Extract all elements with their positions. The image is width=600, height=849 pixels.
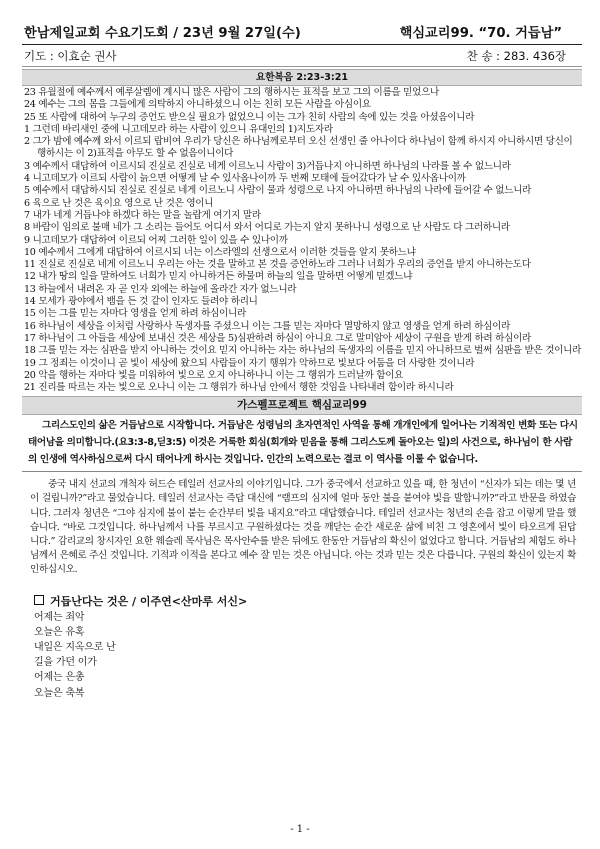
verse-text: 예수께서 대답하시되 진실로 진실로 네게 이르노니 사람이 물과 성령으로 나지 아니하면 하나님의 나라에 들어갈 수 없느니라 [32, 185, 532, 197]
verse-number: 20 [24, 369, 36, 381]
verse-number: 2 [24, 136, 30, 148]
verse-number: 17 [24, 332, 36, 344]
verse-text: 니고데모가 대답하여 이르되 어찌 그러한 일이 있을 수 있나이까 [32, 234, 288, 246]
verse-number: 6 [24, 197, 30, 209]
verse-text: 악을 행하는 자마다 빛을 미워하여 빛으로 오지 아니하나니 이는 그 행위가 드러날까 함이요 [38, 369, 404, 381]
verse-number: 15 [24, 308, 36, 320]
verse-number: 4 [24, 173, 30, 185]
scripture-verse [23, 161, 582, 173]
verse-text: 그를 믿는 자는 심판을 받지 아니하는 것이요 믿지 아니하는 자는 하나님의 독생자의 이름을 믿지 아니하므로 벌써 심판을 받은 것이니라 [38, 345, 582, 357]
poem-title [22, 594, 582, 609]
scripture-verse [23, 124, 582, 136]
verse-number: 21 [24, 382, 36, 394]
scripture-verse [23, 370, 582, 382]
scripture-verse [23, 345, 582, 357]
doctrine-summary: 그리스도인의 삶은 거듭남으로 시작합니다. 거듭남은 성령님의 초자연적인 사역을 통해 개개인에게 일어나는 기적적인 변화 또는 다시 태어남을 의미합니다.(요3:3-8,딛3:5) 이것은 거룩한 회심(회개와 믿음을 통해 그리스도께 돌아오는 일)의 사건으로, 하나님이 한 사람의 인생에 역사하심으로써 다시 태어나게 하시는 것입니다. 인간의 노력으로는 결코 이 역사를 이룰 수 없습니다. [22, 415, 582, 472]
page-number: - 1 - [290, 824, 310, 835]
verse-number: 10 [24, 246, 36, 258]
verse-text: 예수께서 대답하여 이르시되 진실로 진실로 네게 이르노니 사람이 3)거듭나지 아니하면 하나님의 나라를 볼 수 없느니라 [32, 160, 511, 172]
square-bullet-icon [34, 595, 44, 605]
scripture-verse [23, 321, 582, 333]
doctrine-topic: 핵심교리99. “70. 거듭남” [399, 26, 562, 41]
scripture-verse [23, 222, 582, 234]
verse-text: 예수는 그의 몸을 그들에게 의탁하지 아니하셨으니 이는 친히 모든 사람을 아심이요 [38, 99, 371, 111]
verse-text: 또 사람에 대하여 누구의 증언도 받으실 필요가 없었으니 이는 그가 친히 사람의 속에 있는 것을 아셨음이니라 [38, 111, 475, 123]
poem-line: 어제는 죄악 [34, 611, 85, 623]
scripture-verse [23, 247, 582, 259]
verse-number: 13 [24, 283, 36, 295]
service-info-row [22, 45, 582, 67]
poem-line: 길을 가던 이가 [34, 657, 97, 669]
verse-text: 이는 그를 믿는 자마다 영생을 얻게 하려 하심이니라 [38, 308, 246, 320]
verse-text: 내가 네게 거듭나야 하겠다 하는 말을 놀랍게 여기지 말라 [32, 209, 261, 221]
hymn-numbers: 찬 송 : 283. 436장 [466, 48, 566, 63]
scripture-verse [23, 284, 582, 296]
prayer-leader: 기도 : 이효순 권사 [24, 48, 117, 63]
scripture-verse [23, 382, 582, 394]
verse-text: 진실로 진실로 네게 이르노니 우리는 아는 것을 말하고 본 것을 증언하노라 그러나 너희가 우리의 증언을 받지 아니하는도다 [38, 259, 531, 271]
verse-text: 니고데모가 이르되 사람이 늙으면 어떻게 날 수 있사옵나이까 두 번째 모태에 들어갔다가 날 수 있사옵나이까 [32, 173, 466, 185]
verse-number: 24 [24, 99, 36, 111]
scripture-verse [23, 210, 582, 222]
verse-number: 9 [24, 234, 30, 246]
scripture-verse [23, 136, 582, 161]
verse-text: 하늘에서 내려온 자 곧 인자 외에는 하늘에 올라간 자가 없느니라 [38, 283, 297, 295]
verse-number: 1 [24, 123, 30, 135]
poem-line: 오늘은 축복 [34, 687, 85, 699]
scripture-verse [23, 87, 582, 99]
scripture-heading: 요한복음 2:23-3:21 [22, 69, 582, 86]
verse-number: 19 [24, 357, 36, 369]
bulletin-header [22, 26, 582, 45]
project-heading: 가스펠프로젝트 핵심교리99 [22, 396, 582, 415]
scripture-verse [23, 259, 582, 271]
verse-text: 유월절에 예수께서 예루살렘에 계시니 많은 사람이 그의 행하시는 표적을 보고 그의 이름을 믿었으나 [38, 87, 440, 98]
service-title: 한남제일교회 수요기도회 / 23년 9월 27일(수) [24, 26, 301, 41]
scripture-verse [23, 99, 582, 111]
scripture-verses [22, 86, 582, 395]
verse-number: 18 [24, 345, 36, 357]
scripture-verse [23, 358, 582, 370]
verse-text: 모세가 광야에서 뱀을 든 것 같이 인자도 들려야 하리니 [38, 296, 258, 308]
verse-number: 23 [24, 87, 36, 98]
poem-line: 어제는 은총 [34, 672, 85, 684]
verse-text: 진리를 따르는 자는 빛으로 오나니 이는 그 행위가 하나님 안에서 행한 것임을 나타내려 함이라 하시니라 [38, 382, 454, 394]
scripture-verse [23, 271, 582, 283]
verse-text: 하나님이 세상을 이처럼 사랑하사 독생자를 주셨으니 이는 그를 믿는 자마다 멸망하지 않고 영생을 얻게 하려 하심이라 [38, 320, 511, 332]
scripture-verse [23, 333, 582, 345]
verse-text: 그런데 바리새인 중에 니고데모라 하는 사람이 있으니 유대인의 1)지도자라 [32, 123, 333, 135]
verse-text: 그 정죄는 이것이니 곧 빛이 세상에 왔으되 사람들이 자기 행위가 악하므로 빛보다 어둠을 더 사랑한 것이니라 [38, 357, 475, 369]
verse-text: 육으로 난 것은 육이요 영으로 난 것은 영이니 [32, 197, 214, 209]
scripture-verse [23, 198, 582, 210]
verse-number: 7 [24, 209, 30, 221]
verse-number: 16 [24, 320, 36, 332]
scripture-verse [23, 173, 582, 185]
verse-text: 바람이 임의로 불매 네가 그 소리는 들어도 어디서 와서 어디로 가는지 알지 못하나니 성령으로 난 사람도 다 그러하니라 [32, 222, 510, 234]
verse-text: 예수께서 그에게 대답하여 이르시되 너는 이스라엘의 선생으로서 이러한 것들을 알지 못하느냐 [38, 246, 416, 258]
poem-body [22, 610, 582, 701]
verse-number: 8 [24, 222, 30, 234]
bulletin-page [22, 26, 582, 701]
illustration-story: 중국 내지 선교의 개척자 허드슨 테일러 선교사의 이야기입니다. 그가 중국에서 선교하고 있을 때, 한 청년이 “신자가 되는 데는 몇 년이 걸립니까?”라고 물었습니다. 테일러 선교사는 즉답 대신에 “램프의 심지에 얼마 동안 불을 붙여야 빛을 발합니까?”라고 반문을 하였습니다. 그러자 청년은 “그야 심지에 불이 붙는 순간부터 빛을 내지요”라고 대답했습니다. 테일러 선교사는 청년의 손을 잡고 이렇게 말을 했습니다. “바로 그것입니다. 하나님께서 나를 부르시고 구원하셨다는 것을 깨닫는 순간 새로운 삶에 비친 그 영혼에서 빛이 타오르게 된답니다.” 감리교의 창시자인 요한 웨슬레 목사님은 목사안수를 받은 뒤에도 한동안 거듭남의 확신이 없었다고 합니다. 거듭남의 체험도 하나님께서 은혜로 주신 것입니다. 기적과 이적을 본다고 예수 잘 믿는 것은 아닙니다. 아는 것과 믿는 것은 다릅니다. 구원의 확신이 있는지 확인하십시오. [30, 479, 576, 576]
verse-number: 12 [24, 271, 36, 283]
poem-title-text: 거듭난다는 것은 / 이주연<산마루 서신> [50, 594, 248, 608]
scripture-verse [23, 112, 582, 124]
verse-text: 내가 땅의 일을 말하여도 너희가 믿지 아니하거든 하물며 하늘의 일을 말하면 어떻게 믿겠느냐 [38, 271, 413, 283]
verse-number: 11 [24, 259, 36, 271]
verse-text: 하나님이 그 아들을 세상에 보내신 것은 세상을 5)심판하려 하심이 아니요 그로 말미암아 세상이 구원을 받게 하려 하심이라 [38, 332, 532, 344]
verse-number: 3 [24, 160, 30, 172]
poem-line: 내일은 지옥으로 난 [34, 642, 116, 654]
poem-line: 오늘은 유혹 [34, 626, 85, 638]
scripture-verse [23, 235, 582, 247]
verse-number: 25 [24, 111, 36, 123]
verse-number: 14 [24, 296, 36, 308]
scripture-verse [23, 296, 582, 308]
verse-number: 5 [24, 185, 30, 197]
scripture-verse [23, 308, 582, 320]
scripture-verse [23, 185, 582, 197]
verse-text: 그가 밤에 예수께 와서 이르되 랍비여 우리가 당신은 하나님께로부터 오신 선생인 줄 아나이다 하나님이 함께 하시지 아니하시면 당신이 행하시는 이 2)표적을 아무도 할 수 없음이니이다 [32, 136, 573, 160]
